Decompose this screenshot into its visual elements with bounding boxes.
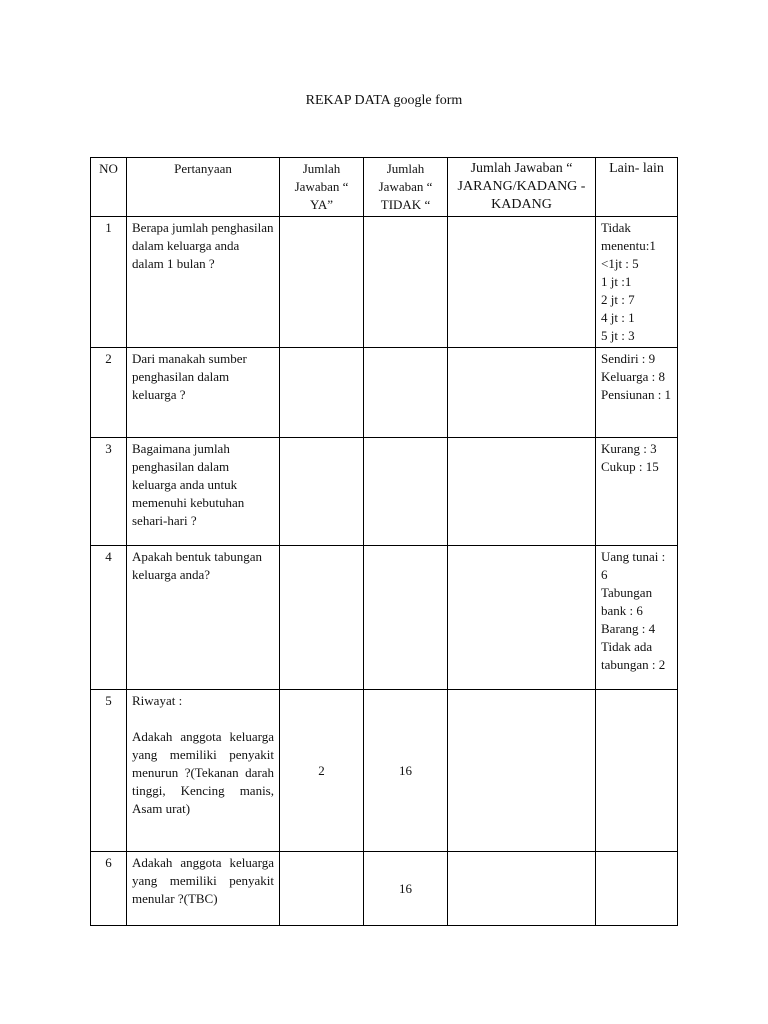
other-item: 1 jt :1 <box>601 274 632 289</box>
other-item: Pensiunan : 1 <box>601 387 672 402</box>
cell-tidak <box>364 348 448 438</box>
other-item: <1jt : 5 <box>601 256 639 271</box>
table-row <box>91 348 678 438</box>
cell-question: Adakah anggota keluarga yang memiliki penyakit menular ?(TBC) <box>127 852 280 926</box>
other-item: Tabungan bank : 6 <box>601 585 653 618</box>
cell-ya <box>280 348 364 438</box>
other-item: Cukup : 15 <box>601 459 659 474</box>
header-ya: Jumlah Jawaban “ YA” <box>280 158 364 217</box>
recap-table <box>90 157 678 926</box>
header-question: Pertanyaan <box>127 158 280 217</box>
other-item: Uang tunai : 6 <box>601 549 666 582</box>
cell-other <box>596 217 678 348</box>
table-header-row <box>91 158 678 217</box>
cell-tidak <box>364 546 448 690</box>
cell-tidak: 16 <box>364 690 448 852</box>
other-item: Tidak ada tabungan : 2 <box>601 639 666 672</box>
cell-ya <box>280 217 364 348</box>
header-jarang: Jumlah Jawaban “ JARANG/KADANG - KADANG <box>448 158 596 217</box>
cell-other <box>596 438 678 546</box>
table-row <box>91 546 678 690</box>
cell-other <box>596 690 678 852</box>
cell-ya <box>280 438 364 546</box>
table-row <box>91 852 678 926</box>
cell-question: Dari manakah sumber penghasilan dalam keluarga ? <box>127 348 280 438</box>
header-tidak: Jumlah Jawaban “ TIDAK “ <box>364 158 448 217</box>
cell-tidak <box>364 217 448 348</box>
other-item: 4 jt : 1 <box>601 310 635 325</box>
cell-question: Bagaimana jumlah penghasilan dalam keluarga anda untuk memenuhi kebutuhan sehari-hari ? <box>127 438 280 546</box>
cell-no: 6 <box>91 852 127 926</box>
cell-jarang <box>448 852 596 926</box>
cell-other <box>596 546 678 690</box>
cell-tidak <box>364 438 448 546</box>
other-item: Sendiri : 9 <box>601 351 656 366</box>
other-item: Kurang : 3 <box>601 441 657 456</box>
cell-jarang <box>448 217 596 348</box>
cell-other <box>596 852 678 926</box>
table-row <box>91 690 678 852</box>
document-title: REKAP DATA google form <box>305 93 463 108</box>
table-row <box>91 217 678 348</box>
header-other: Lain- lain <box>596 158 678 217</box>
table-row <box>91 438 678 546</box>
cell-no: 1 <box>91 217 127 348</box>
cell-jarang <box>448 690 596 852</box>
cell-tidak: 16 <box>364 852 448 926</box>
other-item: 5 jt : 3 <box>601 328 635 343</box>
header-no: NO <box>91 158 127 217</box>
cell-jarang <box>448 546 596 690</box>
other-item: 2 jt : 7 <box>601 292 635 307</box>
other-item: Tidak menentu:1 <box>601 220 656 253</box>
cell-no: 4 <box>91 546 127 690</box>
other-item: Barang : 4 <box>601 621 656 636</box>
question-text: Adakah anggota keluarga yang memiliki penyakit menurun ?(Tekanan darah tinggi, Kencing manis, Asam urat) <box>132 729 274 816</box>
cell-question: Berapa jumlah penghasilan dalam keluarga anda dalam 1 bulan ? <box>127 217 280 348</box>
cell-ya: 2 <box>280 690 364 852</box>
cell-jarang <box>448 348 596 438</box>
other-item: Keluarga : 8 <box>601 369 666 384</box>
cell-ya <box>280 852 364 926</box>
cell-question: Apakah bentuk tabungan keluarga anda? <box>127 546 280 690</box>
cell-ya <box>280 546 364 690</box>
cell-jarang <box>448 438 596 546</box>
cell-no: 5 <box>91 690 127 852</box>
cell-no: 3 <box>91 438 127 546</box>
question-label: Riwayat : <box>132 693 183 708</box>
cell-other <box>596 348 678 438</box>
cell-question <box>127 690 280 852</box>
cell-no: 2 <box>91 348 127 438</box>
